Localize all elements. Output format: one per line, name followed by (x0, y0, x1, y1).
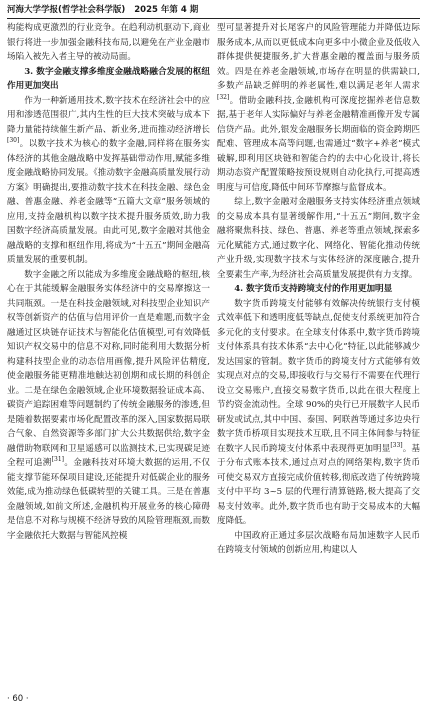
paragraph-text: 。金融科技对环境大数据的运用,不仅能支撑节能环保项目建设,还能提升对低碳企业的服务效能,成为推动绿色低碳转型的关键工具。三是在普惠金融领域,如前文所述,金融机构开展业务的核心障碍是信息不对称与规模不经济导致的风险管理瓶颈,而数字金融依托大数据与智能风控模 (7, 458, 210, 541)
journal-title: 河海大学学报(哲学社会科学版) (7, 5, 126, 15)
body-paragraph (7, 268, 210, 544)
paragraph-text: 。以数字技术为核心的数字金融,同样将在服务实体经济的其他金融战略中发挥基础带动作用,赋能多维度金融战略协同发展。《推动数字金融高质量发展行动方案》明确提出,要推动数字技术在科技金融、绿色金融、普惠金融、养老金融等“五篇大文章”服务领域的应用,支持金融机构以数字技术提升服务质效,助力我国数字经济高质量发展。由此可见,数字金融对其他金融战略的支撑和枢纽作用,将成为“十五五”期间金融高质量发展的重要机制。 (7, 139, 210, 265)
paragraph-text: 数字金融之所以能成为多维度金融战略的枢纽,核心在于其能缓解金融服务实体经济中的交易摩擦这一共同瓶颈。一是在科技金融领域,对科技型企业知识产权等创新资产的估值与信用评价一直是难题,而数字金融通过区块链存证技术与智能化估值模型,可有效降低知识产权交易中的信息不对称,同时能利用大数据分析构建科技型企业的动态信用画像,提升风险评估精度,使金融服务能更精准地触达初创期和成长期的科创企业。二是在绿色金融领域,企业环境数据验证成本高、碳资产追踪困难等问题制约了传统金融服务的渗透,但是随着数据要素市场化配置改革的深入,国家数据局联合气象、自然资源等多部门扩大公共数据供给,数字金融借助物联网和卫星遥感可以监测技术,已实现碳足迹全程可追溯 (7, 269, 210, 468)
running-header (7, 3, 420, 17)
body-paragraph (217, 297, 420, 529)
issue-label: 2025 年第 4 期 (134, 5, 199, 15)
citation-ref: [31] (51, 456, 64, 464)
paragraph-text: 4. 数字货币支持跨境支付的作用更加明显 (234, 284, 393, 294)
citation-ref: [30] (7, 137, 20, 145)
paragraph-text: 3. 数字金融支撑多维度金融战略融合发展的枢纽作用更加突出 (7, 66, 210, 91)
right-column (217, 21, 420, 558)
header-rule (7, 18, 420, 19)
body-paragraph (217, 21, 420, 195)
body-paragraph (7, 21, 210, 65)
left-column (7, 21, 210, 543)
citation-ref: [32] (217, 93, 230, 101)
paragraph-text: 中国政府正通过多层次战略布局加速数字人民币在跨境支付领域的创新应用,构建以人 (217, 530, 420, 555)
paragraph-text: 构能构成更激烈的行业竞争。在趋利动机驱动下,商业银行将进一步加强金融科技布局,以避免在产业金融市场陷入被先入者主导的被动局面。 (7, 23, 210, 62)
citation-ref: [33] (390, 441, 403, 449)
section-heading (7, 65, 210, 94)
paragraph-text: 型可显著提升对长尾客户的风险管理能力并降低边际服务成本,从而以更低成本向更多中小微企业及低收入群体提供便捷服务,扩大普惠金融的覆盖面与服务质效。四是在养老金融领域,市场存在明显的供需缺口,多数产品缺乏鲜明的养老属性,难以满足老年人需求 (217, 23, 420, 91)
body-paragraph (217, 529, 420, 558)
paragraph-text: 数字货币跨境支付能够有效解决传统银行支付模式效率低下和透明度低等缺点,促使支付系统更加符合多元化的支付要求。在全球支付体系中,数字货币跨境支付体系具有技术体系“去中心化”特征,以此能够减少发达国家的管制。数字货币的跨境支付方式能够有效实现点对点的交易,即接收行与交易行不需要在代理行设立交易账户,直接交易数字货币,以此在很大程度上节约资金流动性。全球 90%的央行已开展数字人民币研发或试点,其中中国、泰国、阿联酋等通过多边央行数字货币桥项目实现技术互联,且不同主体间参与特征在数字人民币跨境支付体系中表现得更加明显 (217, 298, 420, 454)
paragraph-text: 综上,数字金融对金融服务支持实体经济重点领域的交易成本具有显著缓解作用,“十五五”期间,数字金融将聚焦科技、绿色、普惠、养老等重点领域,探索多元化赋能方式,通过数字化、网络化、智能化推动传统产业升级,实现数字技术与实体经济的深度融合,提升全要素生产率,为经济社会高质量发展提供有力支撑。 (217, 197, 420, 280)
paragraph-text: 作为一种新通用技术,数字技术在经济社会中的应用和渗透范围很广,其内生性的巨大技术突破与成本下降力量能持续催生新产品、新业务,进而推动经济增长 (7, 95, 210, 135)
page-number: · 60 · (7, 694, 29, 704)
section-heading (217, 282, 420, 297)
body-paragraph (217, 195, 420, 282)
body-paragraph (7, 94, 210, 268)
paragraph-text: 。基于分布式账本技术,通过点对点的网络架构,数字货币可使交易双方直接完成价值转移,彻底改造了传统跨境支付中平均 3~5 层的代理行清算链路,极大提高了交易支付效率。此外,数字货币也有助于交易成本的大幅度降低。 (217, 443, 420, 526)
paragraph-text: 。借助金融科技,金融机构可深度挖掘养老信息数据,基于老年人实际偏好与养老金融精准画像开发专属信贷产品。此外,银发金融服务长期面临的资金跨期匹配难、管理成本高等问题,也需通过“数字+养老”模式破解,即利用区块链和智能合约的去中心化设计,将长期动态资产配置策略按预设规则自动化执行,可提高透明度与可信度,降低中间环节摩擦与监督成本。 (217, 95, 420, 193)
